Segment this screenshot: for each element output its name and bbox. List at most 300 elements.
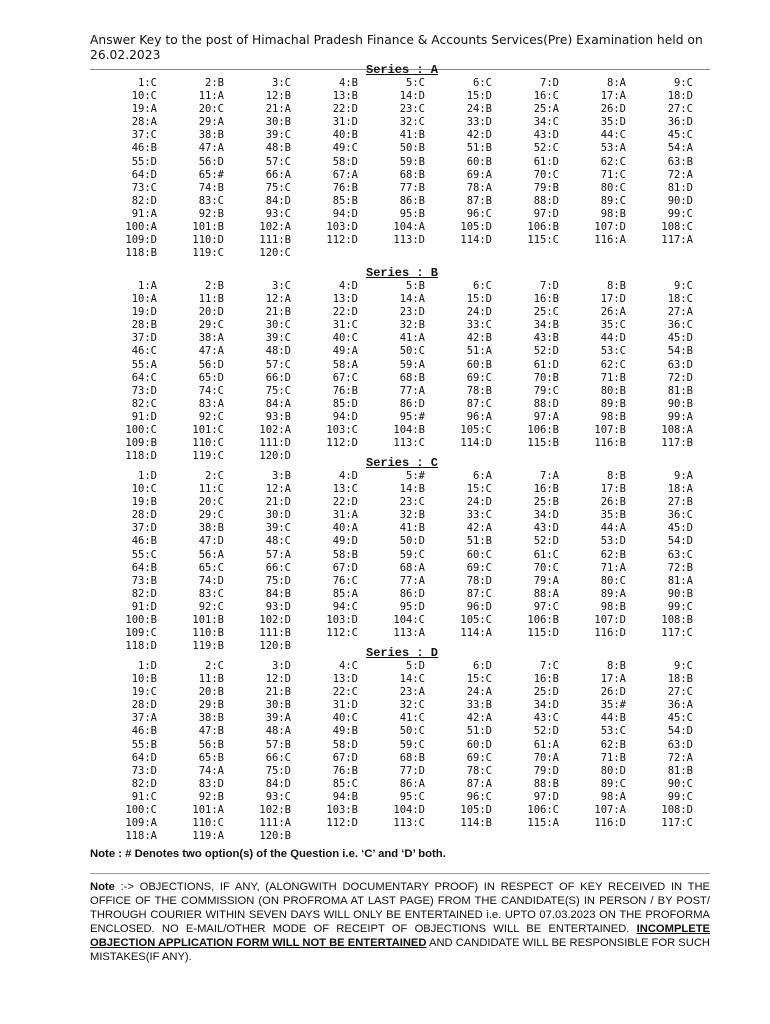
answer-cell: 33:B [466,699,492,712]
answer-cell: 15:C [466,673,492,686]
answer-cell: 60:B [466,155,492,168]
answer-cell: 20:B [198,686,224,699]
answer-cell: 52:C [533,142,559,155]
answer-cell: 82:C [131,397,157,410]
answer-grid [90,280,710,463]
answer-cell: 107:A [594,804,626,817]
answer-cell: 8:A [607,77,626,89]
answer-cell: 63:B [667,155,693,168]
answer-cell: 76:B [332,181,358,194]
answer-cell: 79:C [533,384,559,397]
answer-row [90,699,710,712]
answer-cell: 97:A [533,410,559,423]
answer-cell: 13:B [332,90,358,103]
answer-row [90,437,710,450]
answer-cell: 24:D [466,306,492,319]
answer-cell: 10:C [131,90,157,103]
answer-cell: 73:C [131,181,157,194]
answer-cell: 42:A [466,522,492,535]
answer-row [90,385,710,398]
answer-cell: 4:D [339,470,358,482]
answer-cell: 16:B [533,293,559,306]
answer-cell: 71:B [600,751,626,764]
answer-cell: 32:C [399,699,425,712]
answer-cell: 118:A [125,830,157,843]
answer-row [90,483,710,496]
answer-cell: 21:D [265,496,291,509]
answer-cell: 95:B [399,207,425,220]
answer-cell: 113:C [393,437,425,450]
answer-cell: 76:C [332,574,358,587]
answer-cell: 31:C [332,319,358,332]
answer-row [90,306,710,319]
answer-cell: 27:C [667,686,693,699]
answer-cell: 57:A [265,548,291,561]
answer-cell: 26:B [600,496,626,509]
answer-cell: 101:C [192,424,224,437]
answer-cell: 66:C [265,751,291,764]
answer-cell: 28:B [131,319,157,332]
answer-row [90,712,710,725]
answer-cell: 55:A [131,358,157,371]
answer-cell: 85:D [332,397,358,410]
answer-row [90,660,710,673]
answer-cell: 53:C [600,725,626,738]
answer-cell: 42:A [466,712,492,725]
answer-row [90,411,710,424]
answer-cell: 51:B [466,142,492,155]
answer-cell: 92:B [198,207,224,220]
answer-cell: 102:A [259,221,291,234]
answer-cell: 63:D [667,358,693,371]
answer-cell: 30:D [265,509,291,522]
answer-cell: 111:A [259,817,291,830]
answer-row [90,142,710,155]
answer-cell: 52:D [533,345,559,358]
answer-row [90,725,710,738]
answer-cell: 43:D [533,129,559,142]
answer-cell: 22:D [332,103,358,116]
answer-cell: 95:C [399,790,425,803]
answer-cell: 5:B [406,280,425,292]
answer-cell: 31:A [332,509,358,522]
answer-cell: 98:B [600,600,626,613]
answer-cell: 74:D [198,574,224,587]
answer-cell: 32:C [399,116,425,129]
answer-cell: 96:D [466,600,492,613]
answer-cell: 13:C [332,483,358,496]
answer-cell: 36:C [667,509,693,522]
answer-row [90,195,710,208]
answer-grid [90,470,710,653]
answer-cell: 44:A [600,522,626,535]
answer-cell: 114:D [460,437,492,450]
answer-cell: 106:B [527,424,559,437]
answer-cell: 82:D [131,777,157,790]
answer-row [90,804,710,817]
answer-cell: 69:C [466,561,492,574]
answer-cell: 94:D [332,207,358,220]
answer-cell: 119:A [192,830,224,843]
answer-cell: 29:C [198,509,224,522]
answer-cell: 64:D [131,751,157,764]
answer-cell: 70:B [533,371,559,384]
answer-cell: 20:D [198,306,224,319]
answer-cell: 3:C [272,280,291,292]
answer-cell: 33:D [466,116,492,129]
answer-cell: 4:C [339,660,358,672]
answer-cell: 96:A [466,410,492,423]
answer-cell: 35:B [600,509,626,522]
answer-row [90,509,710,522]
answer-cell: 35:# [600,699,626,712]
answer-cell: 117:C [661,817,693,830]
answer-cell: 80:C [600,181,626,194]
answer-cell: 23:C [399,496,425,509]
answer-cell: 114:D [460,234,492,247]
answer-row [90,234,710,247]
answer-cell: 83:C [198,587,224,600]
answer-cell: 67:D [332,751,358,764]
answer-cell: 109:B [125,437,157,450]
answer-cell: 47:A [198,345,224,358]
answer-cell: 101:B [192,614,224,627]
answer-cell: 71:C [600,168,626,181]
answer-cell: 18:A [667,483,693,496]
answer-cell: 16:B [533,673,559,686]
answer-cell: 61:D [533,155,559,168]
answer-cell: 88:A [533,587,559,600]
objections-note [90,880,710,964]
answer-cell: 68:B [399,371,425,384]
answer-cell: 51:B [466,535,492,548]
answer-cell: 57:C [265,155,291,168]
answer-cell: 95:# [399,410,425,423]
answer-cell: 94:D [332,410,358,423]
answer-cell: 72:A [667,751,693,764]
answer-row [90,673,710,686]
answer-cell: 34:D [533,699,559,712]
answer-cell: 27:C [667,103,693,116]
answer-cell: 78:A [466,181,492,194]
answer-cell: 79:D [533,764,559,777]
answer-cell: 9:C [674,660,693,672]
answer-cell: 3:B [272,470,291,482]
answer-cell: 50:D [399,535,425,548]
answer-cell: 15:D [466,293,492,306]
answer-cell: 14:A [399,293,425,306]
answer-cell: 23:A [399,686,425,699]
answer-cell: 75:C [265,384,291,397]
answer-cell: 103:D [326,614,358,627]
answer-cell: 28:A [131,116,157,129]
answer-cell: 48:A [265,725,291,738]
answer-cell: 17:A [600,673,626,686]
answer-cell: 7:A [540,470,559,482]
answer-row [90,470,710,483]
answer-cell: 65:C [198,561,224,574]
answer-cell: 78:D [466,574,492,587]
answer-cell: 82:D [131,194,157,207]
answer-cell: 27:A [667,306,693,319]
answer-cell: 33:C [466,509,492,522]
answer-cell: 11:B [198,293,224,306]
answer-cell: 49:D [332,535,358,548]
hash-note: Note : # Denotes two option(s) of the Question i.e. ‘C’ and ‘D’ both. [90,848,446,860]
answer-cell: 81:D [667,181,693,194]
answer-cell: 94:B [332,790,358,803]
answer-cell: 38:B [198,712,224,725]
answer-cell: 113:A [393,627,425,640]
answer-cell: 12:A [265,483,291,496]
answer-cell: 94:C [332,600,358,613]
answer-cell: 110:C [192,437,224,450]
answer-cell: 101:A [192,804,224,817]
answer-cell: 86:D [399,587,425,600]
answer-cell: 70:C [533,561,559,574]
answer-cell: 54:B [667,345,693,358]
answer-cell: 104:D [393,804,425,817]
answer-cell: 105:D [460,221,492,234]
answer-row [90,169,710,182]
answer-cell: 116:A [594,234,626,247]
answer-cell: 35:D [600,116,626,129]
answer-cell: 2:C [205,470,224,482]
answer-cell: 5:D [406,660,425,672]
answer-cell: 102:D [259,614,291,627]
answer-cell: 92:C [198,410,224,423]
answer-cell: 97:C [533,600,559,613]
answer-cell: 72:D [667,371,693,384]
answer-cell: 9:A [674,470,693,482]
answer-row [90,535,710,548]
answer-cell: 115:D [527,627,559,640]
answer-row [90,601,710,614]
answer-cell: 41:A [399,332,425,345]
answer-cell: 120:C [259,247,291,260]
answer-cell: 90:D [667,194,693,207]
series-block [90,646,710,843]
answer-cell: 113:D [393,234,425,247]
answer-cell: 118:D [125,450,157,463]
answer-cell: 45:D [667,332,693,345]
answer-cell: 106:B [527,221,559,234]
answer-cell: 19:C [131,686,157,699]
answer-cell: 44:D [600,332,626,345]
answer-cell: 120:D [259,450,291,463]
answer-row [90,627,710,640]
answer-cell: 70:C [533,168,559,181]
answer-cell: 116:B [594,437,626,450]
answer-cell: 98:A [600,790,626,803]
answer-cell: 69:A [466,168,492,181]
answer-cell: 89:C [600,777,626,790]
answer-cell: 32:B [399,509,425,522]
answer-cell: 14:B [399,483,425,496]
answer-cell: 61:C [533,548,559,561]
answer-cell: 56:D [198,155,224,168]
answer-cell: 68:B [399,751,425,764]
answer-cell: 66:C [265,561,291,574]
answer-cell: 46:B [131,535,157,548]
answer-cell: 112:C [326,627,358,640]
answer-cell: 84:B [265,587,291,600]
answer-cell: 96:C [466,790,492,803]
answer-cell: 22:D [332,306,358,319]
answer-cell: 10:C [131,483,157,496]
answer-cell: 36:C [667,319,693,332]
answer-cell: 119:C [192,450,224,463]
answer-cell: 84:A [265,397,291,410]
answer-cell: 38:B [198,522,224,535]
answer-cell: 62:C [600,155,626,168]
series-label: Series : A [366,63,439,77]
answer-cell: 50:B [399,142,425,155]
answer-cell: 18:C [667,293,693,306]
answer-cell: 25:D [533,686,559,699]
answer-cell: 79:A [533,574,559,587]
answer-cell: 44:C [600,129,626,142]
answer-cell: 58:D [332,738,358,751]
answer-cell: 20:C [198,496,224,509]
answer-cell: 66:A [265,168,291,181]
answer-cell: 87:C [466,587,492,600]
series-label: Series : D [366,646,439,660]
answer-cell: 103:B [326,804,358,817]
answer-cell: 69:C [466,751,492,764]
answer-cell: 119:B [192,640,224,653]
answer-cell: 82:D [131,587,157,600]
answer-cell: 44:B [600,712,626,725]
answer-cell: 112:D [326,817,358,830]
answer-row [90,359,710,372]
answer-row [90,116,710,129]
series-block [90,63,710,260]
answer-cell: 93:C [265,207,291,220]
answer-cell: 110:D [192,234,224,247]
answer-cell: 64:B [131,561,157,574]
answer-row [90,614,710,627]
answer-cell: 55:B [131,738,157,751]
answer-cell: 53:C [600,345,626,358]
answer-cell: 45:D [667,522,693,535]
answer-cell: 1:A [138,280,157,292]
answer-cell: 93:B [265,410,291,423]
answer-cell: 28:D [131,509,157,522]
answer-cell: 106:B [527,614,559,627]
answer-cell: 34:B [533,319,559,332]
answer-cell: 29:B [198,699,224,712]
answer-cell: 114:A [460,627,492,640]
answer-cell: 14:D [399,90,425,103]
answer-cell: 54:D [667,535,693,548]
answer-cell: 13:D [332,293,358,306]
answer-cell: 40:C [332,712,358,725]
answer-cell: 84:D [265,194,291,207]
answer-row [90,247,710,260]
answer-cell: 48:D [265,345,291,358]
answer-cell: 39:C [265,129,291,142]
answer-cell: 25:C [533,306,559,319]
answer-cell: 81:A [667,574,693,587]
answer-cell: 98:B [600,207,626,220]
answer-cell: 80:C [600,574,626,587]
answer-row [90,208,710,221]
answer-cell: 89:C [600,194,626,207]
answer-row [90,221,710,234]
answer-cell: 77:B [399,181,425,194]
answer-cell: 77:D [399,764,425,777]
answer-cell: 52:D [533,535,559,548]
answer-cell: 115:C [527,234,559,247]
answer-row [90,765,710,778]
answer-cell: 65:D [198,371,224,384]
answer-cell: 46:B [131,142,157,155]
answer-cell: 116:D [594,817,626,830]
answer-cell: 18:B [667,673,693,686]
answer-cell: 104:C [393,614,425,627]
answer-cell: 41:B [399,129,425,142]
answer-cell: 77:A [399,384,425,397]
answer-cell: 49:C [332,142,358,155]
answer-cell: 8:B [607,280,626,292]
answer-cell: 27:B [667,496,693,509]
answer-cell: 65:# [198,168,224,181]
answer-cell: 26:A [600,306,626,319]
answer-cell: 117:A [661,234,693,247]
note-lead: Note [90,881,115,893]
answer-cell: 39:A [265,712,291,725]
answer-cell: 120:B [259,640,291,653]
answer-cell: 50:C [399,345,425,358]
answer-cell: 91:A [131,207,157,220]
answer-cell: 30:B [265,116,291,129]
answer-row [90,522,710,535]
answer-cell: 51:A [466,345,492,358]
answer-row [90,739,710,752]
answer-cell: 86:D [399,397,425,410]
answer-cell: 20:C [198,103,224,116]
answer-cell: 63:D [667,738,693,751]
answer-cell: 2:C [205,660,224,672]
answer-cell: 108:C [661,221,693,234]
answer-cell: 43:C [533,712,559,725]
answer-cell: 99:A [667,410,693,423]
answer-cell: 37:C [131,129,157,142]
answer-row [90,817,710,830]
answer-cell: 35:C [600,319,626,332]
answer-cell: 8:B [607,660,626,672]
answer-cell: 67:D [332,561,358,574]
answer-cell: 111:D [259,437,291,450]
answer-cell: 40:C [332,332,358,345]
answer-cell: 36:D [667,116,693,129]
answer-cell: 107:D [594,221,626,234]
document-title: Answer Key to the post of Himachal Pradesh Finance & Accounts Services(Pre) Examination held on 26.02.2023 [90,33,703,62]
answer-cell: 110:C [192,817,224,830]
answer-cell: 37:D [131,522,157,535]
answer-cell: 97:D [533,207,559,220]
answer-cell: 48:C [265,535,291,548]
answer-cell: 80:D [600,764,626,777]
answer-cell: 38:A [198,332,224,345]
answer-cell: 109:A [125,817,157,830]
series-label: Series : B [366,266,439,280]
answer-row [90,791,710,804]
answer-cell: 56:D [198,358,224,371]
answer-cell: 67:C [332,371,358,384]
answer-row [90,575,710,588]
